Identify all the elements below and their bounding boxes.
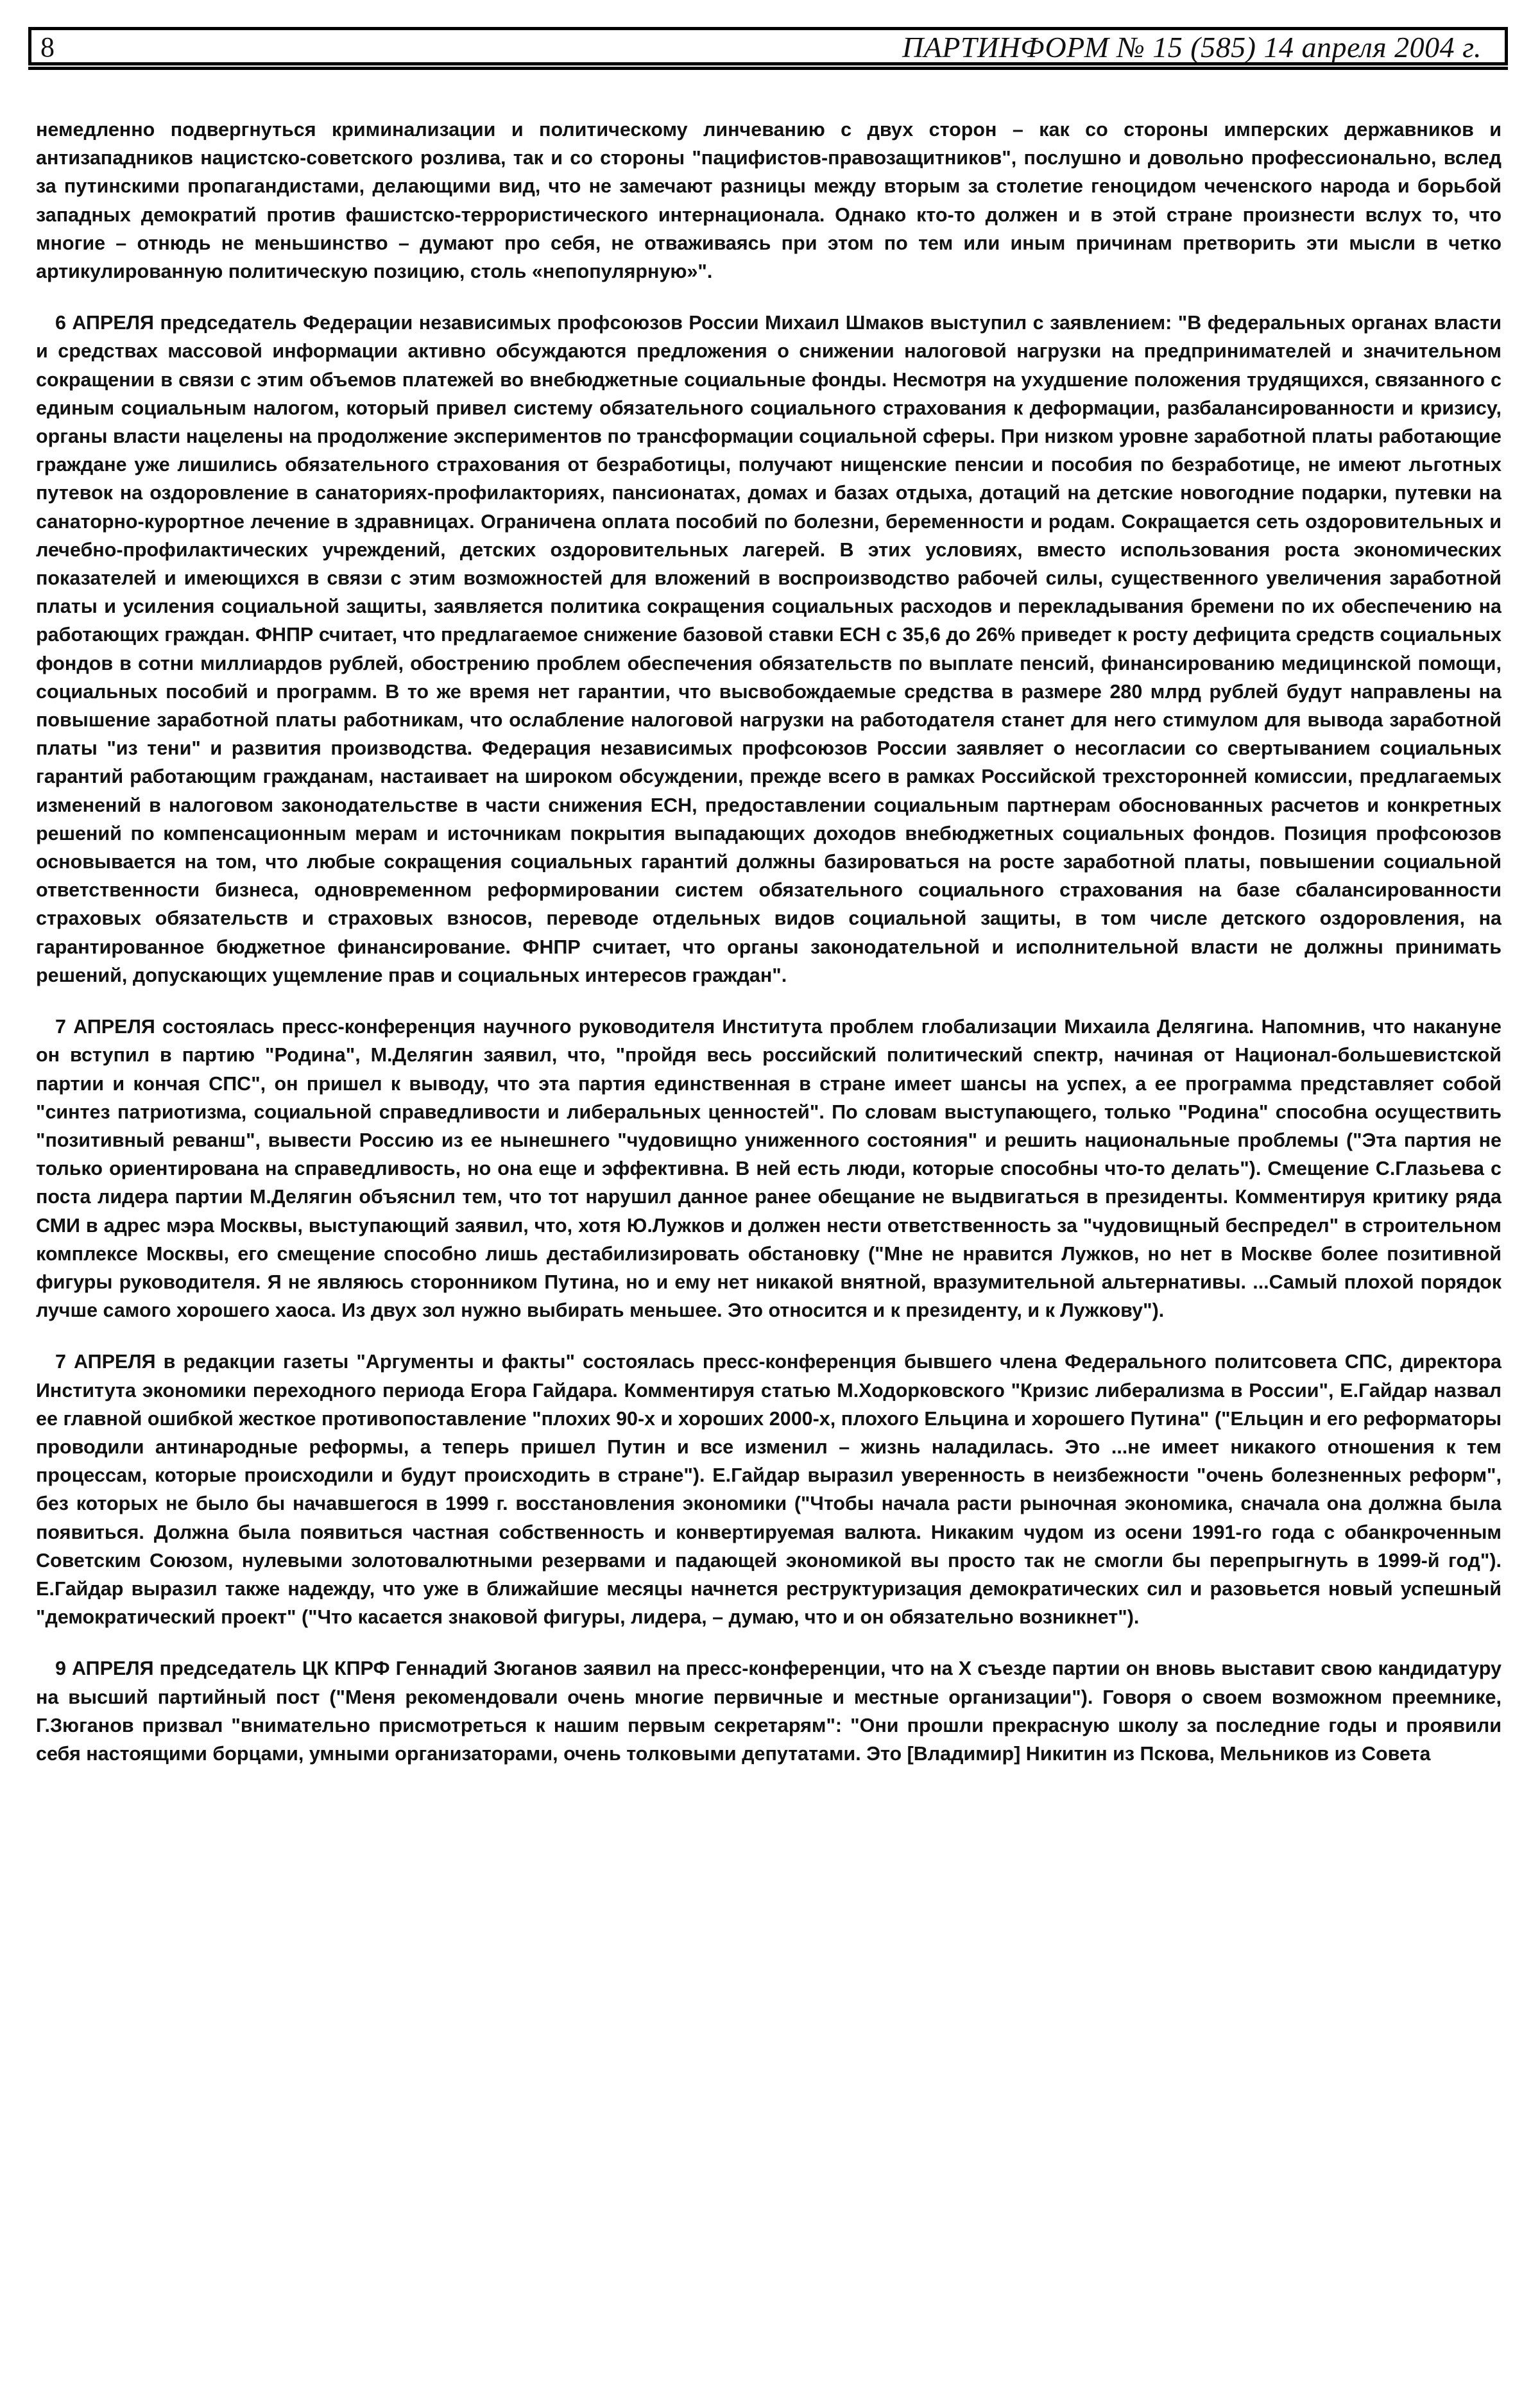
page-number: 8 bbox=[40, 31, 55, 63]
paragraph-april-7-gaidar: 7 АПРЕЛЯ в редакции газеты "Аргументы и факты" состоялась пресс-конференция бывшего члена Федерального политсовета СПС, директора Института экономики переходного периода Егора Гайдара. Комментируя статью М.Ходорковского "Кризис либерализма в России", Е.Гайдар назвал ее главной ошибкой жесткое противопоставление "плохих 90-х и хороших 2000-х, плохого Ельцина и хорошего Путина" ("Ельцин и его реформаторы проводили антинародные реформы, а теперь пришел Путин и все изменил – жизнь наладилась. Это ...не имеет никакого отношения к тем процессам, которые происходили и будут происходить в стране"). Е.Гайдар выразил уверенность в неизбежности "очень болезненных реформ", без которых не было бы начавшегося в 1999 г. восстановления экономики ("Чтобы начала расти рыночная экономика, сначала она должна была появиться. Должна была появиться частная собственность и конвертируемая валюта. Никаким чудом из осени 1991-го года с обанкроченным Советским Союзом, нулевыми золотовалютными резервами и падающей экономикой вы просто так не смогли бы перепрыгнуть в 1999-й год"). Е.Гайдар выразил также надежду, что уже в ближайшие месяцы начнется реструктуризация демократических сил и разовьется новый успешный "демократический проект" ("Что касается знаковой фигуры, лидера, – думаю, что и он обязательно возникнет"). bbox=[36, 1351, 1502, 1629]
paragraph-april-6-shmakov: 6 АПРЕЛЯ председатель Федерации независимых профсоюзов России Михаил Шмаков выступил с заявлением: "В федеральных органах власти и средствах массовой информации активно обсуждаются предложения о снижении налоговой нагрузки на предпринимателей и значительном сокращении в связи с этим объемов платежей во внебюджетные социальные фонды. Несмотря на ухудшение положения трудящихся, связанного с единым социальным налогом, который привел систему обязательного социального страхования к деформации, разбалансированности и кризису, органы власти нацелены на продолжение экспериментов по трансформации социальной сферы. При низком уровне заработной платы работающие граждане уже лишились обязательного страхования от безработицы, получают нищенские пенсии и пособия по безработице, не имеют льготных путевок на оздоровление в санаториях-профилакториях, пансионатах, домах и базах отдыха, дотаций на детские новогодние подарки, путевки на санаторно-курортное лечение в здравницах. Ограничена оплата пособий по болезни, беременности и родам. Сокращается сеть оздоровительных и лечебно-профилактических учреждений, детских оздоровительных лагерей. В этих условиях, вместо использования роста экономических показателей и имеющихся в связи с этим возможностей для вложений в воспроизводство рабочей силы, существенного увеличения заработной платы и усиления социальной защиты, заявляется политика сокращения социальных расходов и перекладывания бремени по их обеспечению на работающих граждан. ФНПР считает, что предлагаемое снижение базовой ставки ЕСН с 35,6 до 26% приведет к росту дефицита средств социальных фондов в сотни миллиардов рублей, обострению проблем обеспечения обязательств по выплате пенсий, финансированию медицинской помощи, социальных пособий и программ. В то же время нет гарантии, что высвобождаемые средства в размере 280 млрд рублей будут направлены на повышение заработной платы работникам, что ослабление налоговой нагрузки на работодателя станет для него стимулом для вывода заработной платы "из тени" и развития производства. Федерация независимых профсоюзов России заявляет о несогласии со свертыванием социальных гарантий работающим гражданам, настаивает на широком обсуждении, прежде всего в рамках Российской трехсторонней комиссии, предлагаемых изменений в налоговом законодательстве в части снижения ЕСН, предоставлении социальным партнерам обоснованных расчетов и конкретных решений по компенсационным мерам и источникам покрытия выпадающих доходов внебюджетных социальных фондов. Позиция профсоюзов основывается на том, что любые сокращения социальных гарантий должны базироваться на росте заработной платы, повышении социальной ответственности бизнеса, одновременном реформировании систем обязательного социального страхования на базе сбалансированности страховых обязательств и страховых взносов, переводе отдельных видов социальной защиты, в том числе детского оздоровления, на гарантированное бюджетное финансирование. ФНПР считает, что органы законодательной и исполнительной власти не должны принимать решений, допускающих ущемление прав и социальных интересов граждан". bbox=[36, 312, 1502, 986]
paragraph-intro: немедленно подвергнуться криминализации и политическому линчеванию с двух сторон – как со стороны имперских державников и антизападников нацистско-советского розлива, так и со стороны "пацифистов-правозащитников", послушно и довольно профессионально, вслед за путинскими пропагандистами, делающими вид, что не замечают разницы между вторым за столетие геноцидом чеченского народа и борьбой западных демократий против фашистско-террористического интернационала. Однако кто-то должен и в этой стране произнести вслух то, что многие – отнюдь не меньшинство – думают про себя, не отваживаясь при этом по тем или иным причинам претворить эти мысли в четко артикулированную политическую позицию, столь «непопулярную»". bbox=[36, 119, 1502, 283]
page-header bbox=[28, 27, 1508, 65]
header-rule bbox=[28, 67, 1508, 70]
paragraph-april-7-delyagin: 7 АПРЕЛЯ состоялась пресс-конференция научного руководителя Института проблем глобализации Михаила Делягина. Напомнив, что накануне он вступил в партию "Родина", М.Делягин заявил, что, "пройдя весь российский политический спектр, начиная от Национал-большевистской партии и кончая СПС", он пришел к выводу, что эта партия единственная в стране имеет шансы на успех, а ее программа представляет собой "синтез патриотизма, социальной справедливости и либеральных ценностей". По словам выступающего, только "Родина" способна осуществить "позитивный реванш", вывести Россию из ее нынешнего "чудовищно униженного состояния" и решить национальные проблемы ("Эта партия не только ориентирована на справедливость, но она еще и эффективна. В ней есть люди, которые способны что-то делать"). Смещение С.Глазьева с поста лидера партии М.Делягин объяснил тем, что тот нарушил данное ранее обещание не выдвигаться в президенты. Комментируя критику ряда СМИ в адрес мэра Москвы, выступающий заявил, что, хотя Ю.Лужков и должен нести ответственность за "чудовищный беспредел" в строительном комплексе Москвы, его смещение способно лишь дестабилизировать обстановку ("Мне не нравится Лужков, но нет в Москве более позитивной фигуры руководителя. Я не являюсь сторонником Путина, но и ему нет никакой внятной, вразумительной альтернативы. ...Самый плохой порядок лучше самого хорошего хаоса. Из двух зол нужно выбирать меньшее. Это относится и к президенту, и к Лужкову"). bbox=[36, 1016, 1502, 1322]
article-body bbox=[36, 116, 1502, 2368]
publication-title: ПАРТИНФОРМ № 15 (585) 14 апреля 2004 г. bbox=[902, 31, 1482, 64]
paragraph-april-9-zyuganov: 9 АПРЕЛЯ председатель ЦК КПРФ Геннадий Зюганов заявил на пресс-конференции, что на X съезде партии он вновь выставит свою кандидатуру на высший партийный пост ("Меня рекомендовали очень многие первичные и местные организации"). Говоря о своем возможном преемнике, Г.Зюганов призвал "внимательно присмотреться к нашим первым секретарям": "Они прошли прекрасную школу за последние годы и проявили себя настоящими борцами, умными организаторами, очень толковыми депутатами. Это [Владимир] Никитин из Пскова, Мельников из Совета bbox=[36, 1658, 1502, 1765]
